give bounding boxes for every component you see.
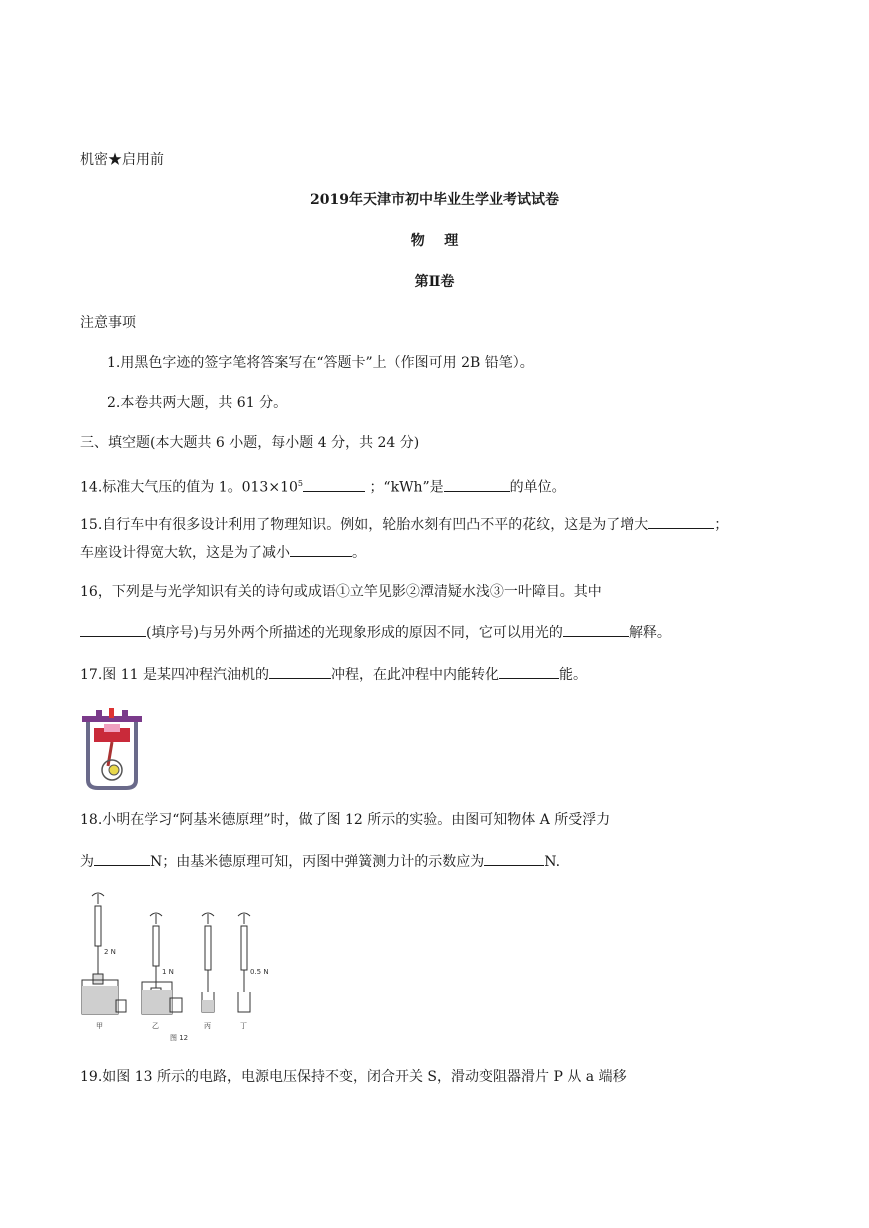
- q18-text-c: N；由基米德原理可知，丙图中弹簧测力计的示数应为: [150, 854, 485, 870]
- section-3-heading: 三、填空题(本大题共 6 小题，每小题 4 分，共 24 分): [80, 435, 420, 451]
- question-18-line-1: 18.小明在学习“阿基米德原理”时，做了图 12 所示的实验。由图可知物体 A 所受浮力: [80, 812, 611, 828]
- answer-blank: [94, 851, 150, 866]
- connecting-rod: [108, 742, 112, 766]
- q15-text-a2: ；: [714, 517, 729, 533]
- q14-text-b: ；“kWh”是: [369, 479, 444, 496]
- answer-blank: [499, 664, 559, 679]
- subject-title: 物 理: [410, 233, 459, 249]
- label-yi: 乙: [152, 1022, 159, 1030]
- reading-ding: 0.5 N: [250, 968, 269, 976]
- reading-yi: 1 N: [162, 968, 174, 976]
- reading-jia: 2 N: [104, 948, 116, 956]
- q14-text-a: 14.标准大气压的值为 1。013×10: [80, 479, 298, 496]
- answer-blank: [303, 477, 365, 492]
- question-18-line-2: [80, 851, 560, 872]
- question-17: [80, 664, 587, 685]
- answer-blank: [444, 477, 510, 492]
- question-14: [80, 474, 566, 498]
- answer-blank: [648, 514, 714, 529]
- answer-blank: [80, 622, 146, 637]
- label-ding: 丁: [240, 1022, 247, 1030]
- q16-text-b: (填序号)与另外两个所描述的光现象形成的原因不同，它可以用光的: [146, 625, 563, 641]
- volume-title: 第Ⅱ卷: [414, 274, 455, 290]
- archimedes-experiment-figure: [78, 892, 288, 1042]
- confidential-label: 机密★启用前: [80, 152, 164, 168]
- note-item-1: 1.用黑色字迹的签字笔将答案写在“答题卡”上（作图可用 2B 铅笔）。: [107, 355, 534, 371]
- q15-text-b: 车座设计得宽大软，这是为了减小: [80, 545, 290, 561]
- notes-heading: 注意事项: [80, 315, 136, 331]
- exhaust-valve: [122, 710, 128, 720]
- q16-text-c: 解释。: [628, 625, 671, 641]
- setup-bing: [202, 913, 214, 1012]
- question-16-line-1: 16，下列是与光学知识有关的诗句或成语①立竿见影②潭清疑水浅③一叶障目。其中: [80, 584, 602, 600]
- setup-ding: [238, 913, 250, 1012]
- label-bing: 丙: [204, 1022, 211, 1030]
- q18-text-d: N.: [544, 854, 561, 870]
- question-16-line-2: [80, 622, 671, 643]
- spark-plug: [109, 708, 114, 718]
- exam-title: 2019年天津市初中毕业生学业考试试卷: [310, 192, 559, 208]
- figure-12-caption: 图 12: [170, 1034, 189, 1042]
- answer-blank: [290, 542, 352, 557]
- q14-text-c: 的单位。: [509, 479, 566, 496]
- engine-cylinder-figure: [78, 708, 146, 790]
- combustion-chamber: [104, 724, 120, 732]
- q17-text-c: 能。: [558, 667, 587, 683]
- answer-blank: [269, 664, 331, 679]
- q17-text-a: 17.图 11 是某四冲程汽油机的: [80, 667, 269, 683]
- q15-text-a: 15.自行车中有很多设计利用了物理知识。例如，轮胎水刻有凹凸不平的花纹，这是为了增大: [80, 517, 649, 533]
- q18-text-b: 为: [80, 854, 94, 870]
- flywheel-pin: [109, 765, 119, 775]
- answer-blank: [484, 851, 544, 866]
- question-19: 19.如图 13 所示的电路，电源电压保持不变，闭合开关 S，滑动变阻器滑片 P 从 a 端移: [80, 1069, 627, 1085]
- intake-valve: [96, 710, 102, 720]
- q15-text-b2: 。: [352, 545, 366, 561]
- label-jia: 甲: [96, 1022, 103, 1030]
- q17-text-b: 冲程，在此冲程中内能转化: [330, 667, 499, 683]
- answer-blank: [563, 622, 629, 637]
- setup-yi: [142, 913, 182, 1014]
- question-15-line-2: [80, 542, 366, 563]
- question-15-line-1: [80, 514, 728, 535]
- q14-exponent: 5: [297, 479, 303, 488]
- note-item-2: 2.本卷共两大题，共 61 分。: [107, 395, 288, 411]
